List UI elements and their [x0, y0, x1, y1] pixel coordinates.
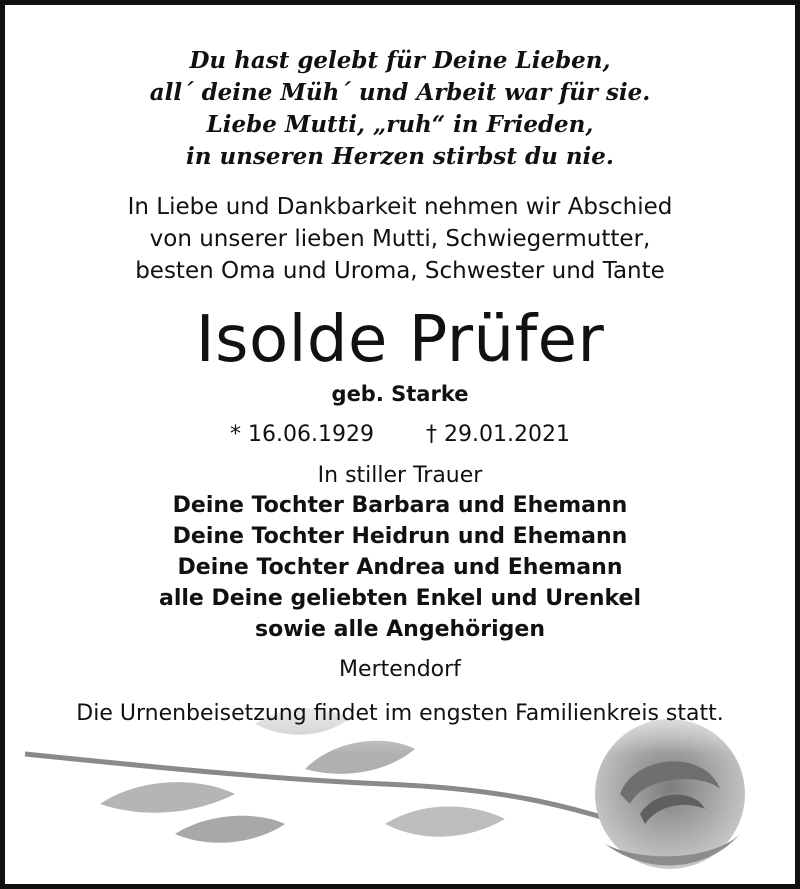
death-date: † 29.01.2021 [426, 422, 570, 447]
intro-line: In Liebe und Dankbarkeit nehmen wir Abschied [127, 194, 673, 220]
poem-line: Du hast gelebt für Deine Lieben, [189, 47, 611, 74]
poem-line: in unseren Herzen stirbst du nie. [186, 143, 614, 170]
burial-note: Die Urnenbeisetzung findet im engsten Familienkreis statt. [76, 701, 724, 726]
poem [5, 45, 795, 173]
mourner-line: Deine Tochter Barbara und Ehemann [172, 493, 628, 518]
mourner-line: sowie alle Angehörigen [254, 617, 546, 642]
place: Mertendorf [339, 657, 461, 682]
poem-line: all´ deine Müh´ und Arbeit war für sie. [149, 79, 651, 106]
maiden-name: geb. Starke [331, 382, 469, 406]
intro-line: besten Oma und Uroma, Schwester und Tante [135, 258, 665, 284]
mourner-line: Deine Tochter Heidrun und Ehemann [172, 524, 628, 549]
intro-line: von unserer lieben Mutti, Schwiegermutter, [149, 226, 651, 252]
birth-date: * 16.06.1929 [230, 422, 374, 447]
life-dates [5, 419, 795, 451]
mourner-line: Deine Tochter Andrea und Ehemann [177, 555, 623, 580]
mourning-label: In stiller Trauer [317, 463, 483, 488]
mourner-line: alle Deine geliebten Enkel und Urenkel [158, 586, 642, 611]
mourners-list [5, 490, 795, 645]
poem-line: Liebe Mutti, „ruh“ in Frieden, [206, 111, 594, 138]
deceased-name: Isolde Prüfer [195, 303, 605, 377]
intro-text [5, 191, 795, 287]
